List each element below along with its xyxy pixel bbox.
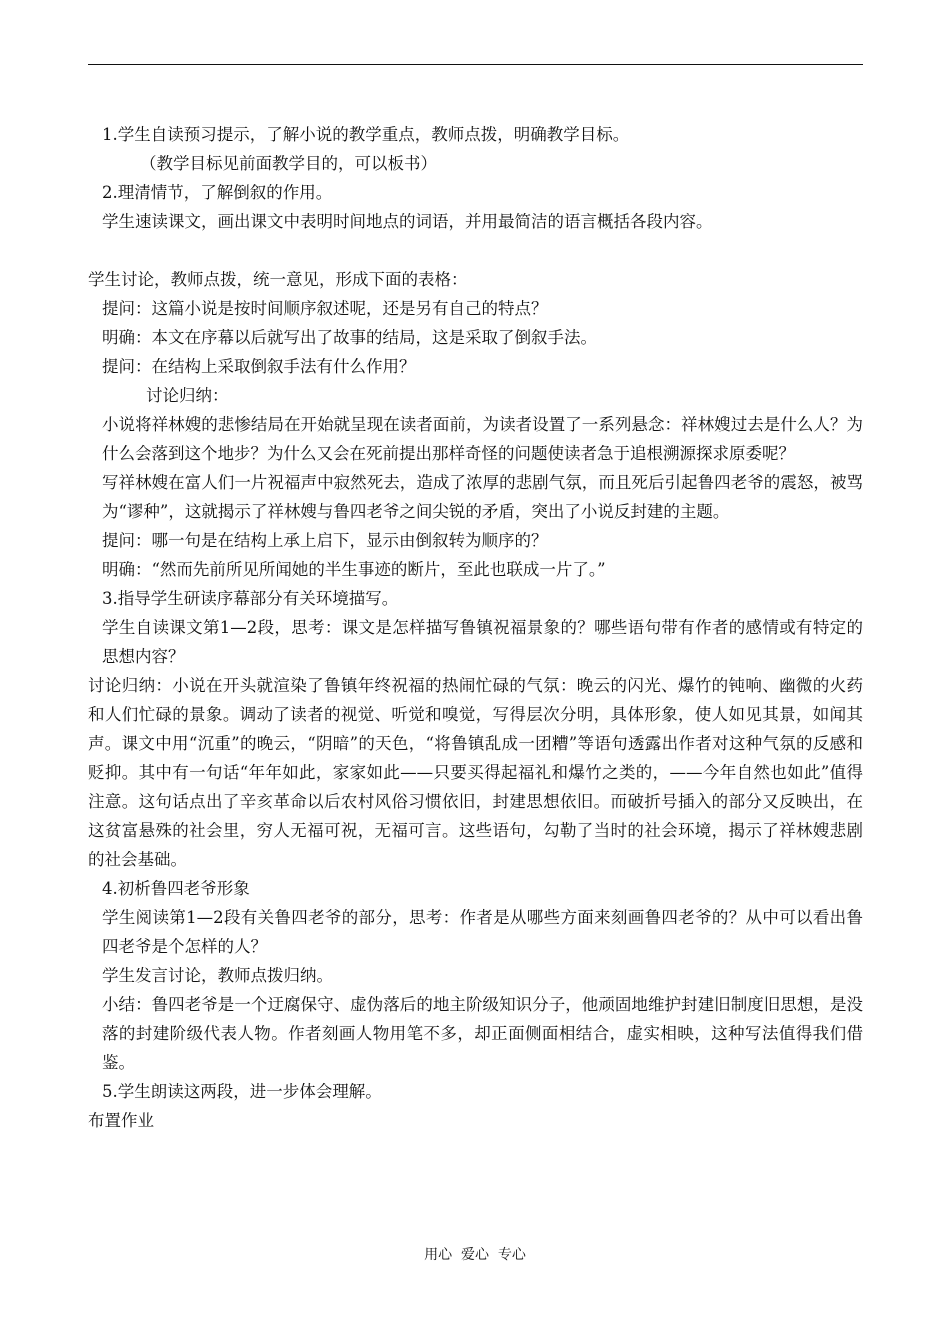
paragraph-homework: 布置作业	[88, 1111, 154, 1130]
paragraph-environment-summary: 讨论归纳：小说在开头就渲染了鲁镇年终祝福的热闹忙碌的气氛：晚云的闪光、爆竹的钝响、幽微的火药和人们忙碌的景象。调动了读者的视觉、听觉和嗅觉，写得层次分明，具体形象，使人如见其景，如闻其声。课文中用“沉重”的晚云，“阴暗”的天色，“将鲁镇乱成一团糟”等语句透露出作者对这种气氛的反感和贬抑。其中有一句话“年年如此，家家如此——只要买得起福礼和爆竹之类的，——今年自然也如此”值得注意。这句话点出了辛亥革命以后农村风俗习惯依旧，封建思想依旧。而破折号插入的部分又反映出，在这贫富悬殊的社会里，穷人无福可祝，无福可言。这些语句，勾勒了当时的社会环境，揭示了祥林嫂悲剧的社会基础。	[88, 676, 863, 869]
paragraph-question-3: 提问：哪一句是在结构上承上启下，显示由倒叙转为顺序的？	[102, 531, 548, 550]
paragraph-answer-1: 明确：本文在序幕以后就写出了故事的结局，这是采取了倒叙手法。	[102, 328, 597, 347]
paragraph-suspense: 小说将祥林嫂的悲惨结局在开始就呈现在读者面前，为读者设置了一系列悬念：祥林嫂过去是什么人？为什么会落到这个地步？为什么又会在死前提出那样奇怪的问题使读者急于追根溯源探求原委呢？	[102, 415, 863, 463]
paragraph-speed-reading: 学生速读课文，画出课文中表明时间地点的词语，并用最简洁的语言概括各段内容。	[102, 212, 713, 231]
paragraph-summary-heading: 讨论归纳：	[146, 386, 229, 405]
paragraph-question-1: 提问：这篇小说是按时间顺序叙述呢，还是另有自己的特点？	[102, 299, 548, 318]
paragraph-goal-note: （教学目标见前面教学目的，可以板书）	[140, 154, 437, 173]
paragraph-step-4: 4.初析鲁四老爷形象	[102, 879, 250, 898]
document-body	[88, 120, 863, 1135]
paragraph-reading-luxun: 学生阅读第1—2段有关鲁四老爷的部分，思考：作者是从哪些方面来刻画鲁四老爷的？从中可以看出鲁四老爷是个怎样的人？	[102, 908, 863, 956]
paragraph-step-5: 5.学生朗读这两段，进一步体会理解。	[102, 1082, 382, 1101]
paragraph-question-2: 提问：在结构上采取倒叙手法有什么作用？	[102, 357, 416, 376]
paragraph-tragedy: 写祥林嫂在富人们一片祝福声中寂然死去，造成了浓厚的悲剧气氛，而且死后引起鲁四老爷的震怒，被骂为“谬种”，这就揭示了祥林嫂与鲁四老爷之间尖锐的矛盾，突出了小说反封建的主题。	[102, 473, 863, 521]
page-footer: 用心 爱心 专心	[424, 1247, 526, 1263]
paragraph-conclusion: 小结：鲁四老爷是一个迂腐保守、虚伪落后的地主阶级知识分子，他顽固地维护封建旧制度旧思想，是没落的封建阶级代表人物。作者刻画人物用笔不多，却正面侧面相结合，虚实相映，这种写法值得我们借鉴。	[102, 995, 863, 1072]
header-rule	[88, 64, 863, 65]
paragraph-self-reading: 学生自读课文第1—2段，思考：课文是怎样描写鲁镇祝福景象的？哪些语句带有作者的感情或有特定的思想内容？	[102, 618, 863, 666]
paragraph-step-1: 1.学生自读预习提示，了解小说的教学重点，教师点拨，明确教学目标。	[102, 125, 630, 144]
paragraph-discussion: 学生讨论，教师点拨，统一意见，形成下面的表格：	[88, 270, 468, 289]
paragraph-answer-3: 明确：“然而先前所见所闻她的半生事迹的断片，至此也联成一片了。”	[102, 560, 606, 579]
paragraph-step-3: 3.指导学生研读序幕部分有关环境描写。	[102, 589, 399, 608]
paragraph-step-2: 2.理清情节，了解倒叙的作用。	[102, 183, 333, 202]
paragraph-student-discussion: 学生发言讨论，教师点拨归纳。	[102, 966, 333, 985]
